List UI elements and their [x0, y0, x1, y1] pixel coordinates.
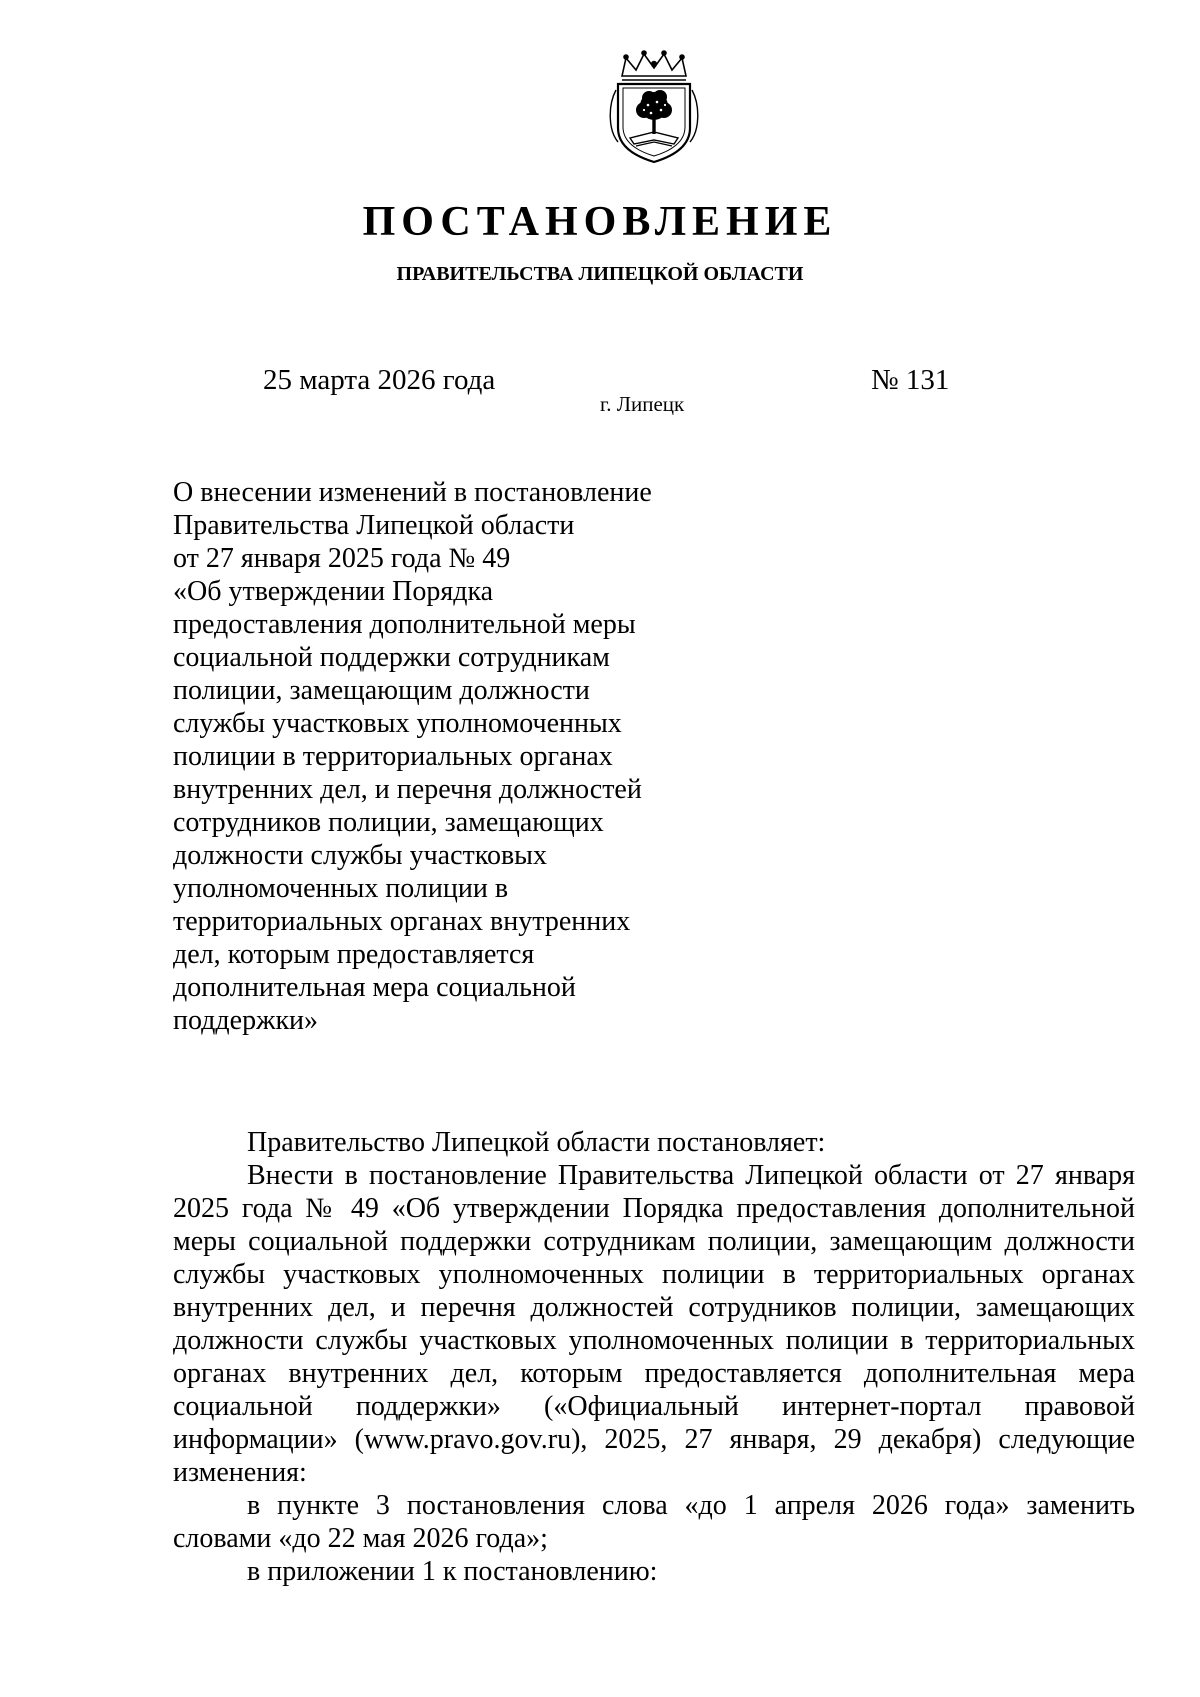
title-line: уполномоченных полиции в [173, 873, 509, 904]
body-paragraph-point-3: в пункте 3 постановления слова «до 1 апреля 2026 года» заменить словами «до 22 мая 2026 года»; [173, 1490, 1135, 1554]
title-line: поддержки» [173, 1005, 319, 1036]
document-city: г. Липецк [600, 392, 685, 416]
document-type-heading: ПОСТАНОВЛЕНИЕ [362, 199, 838, 245]
document-number: № 131 [871, 364, 950, 396]
title-line: социальной поддержки сотрудникам [173, 642, 610, 673]
title-line: Правительства Липецкой области [173, 510, 575, 541]
title-line: дел, которым предоставляется [173, 939, 535, 970]
document-body [173, 1126, 1135, 1588]
body-paragraph-amendment: Внести в постановление Правительства Липецкой области от 27 января 2025 года № 49 «Об утверждении Порядка предоставления дополнительной меры социальной поддержки сотрудникам полиции, замещающим должности службы участковых уполномоченных полиции в территориальных органах внутренних дел, и перечня должностей сотрудников полиции, замещающих должности службы участковых уполномоченных полиции в территориальных органах внутренних дел, которым предоставляется дополнительная мера социальной поддержки» («Официальный интернет-портал правовой информации» (www.pravo.gov.ru), 2025, 27 января, 29 декабря) следующие изменения: [173, 1160, 1135, 1488]
title-line: службы участковых уполномоченных [173, 708, 622, 739]
issuer-heading: ПРАВИТЕЛЬСТВА ЛИПЕЦКОЙ ОБЛАСТИ [396, 263, 804, 285]
document-date: 25 марта 2026 года [263, 364, 496, 396]
title-line: полиции, замещающим должности [173, 675, 590, 706]
title-line: территориальных органах внутренних [173, 906, 631, 937]
title-line: О внесении изменений в постановление [173, 477, 652, 508]
title-line: внутренних дел, и перечня должностей [173, 774, 642, 805]
document-title [173, 476, 683, 1037]
title-line: полиции в территориальных органах [173, 741, 613, 772]
coat-of-arms-icon [604, 50, 704, 168]
title-line: от 27 января 2025 года № 49 [173, 543, 511, 574]
body-paragraph-appendix-1: в приложении 1 к постановлению: [247, 1556, 658, 1587]
title-line: дополнительная мера социальной [173, 972, 576, 1003]
title-line: «Об утверждении Порядка [173, 576, 494, 607]
title-line: предоставления дополнительной меры [173, 609, 636, 640]
title-line: сотрудников полиции, замещающих [173, 807, 604, 838]
title-line: должности службы участковых [173, 840, 547, 871]
body-paragraph-resolves: Правительство Липецкой области постановляет: [247, 1127, 826, 1158]
